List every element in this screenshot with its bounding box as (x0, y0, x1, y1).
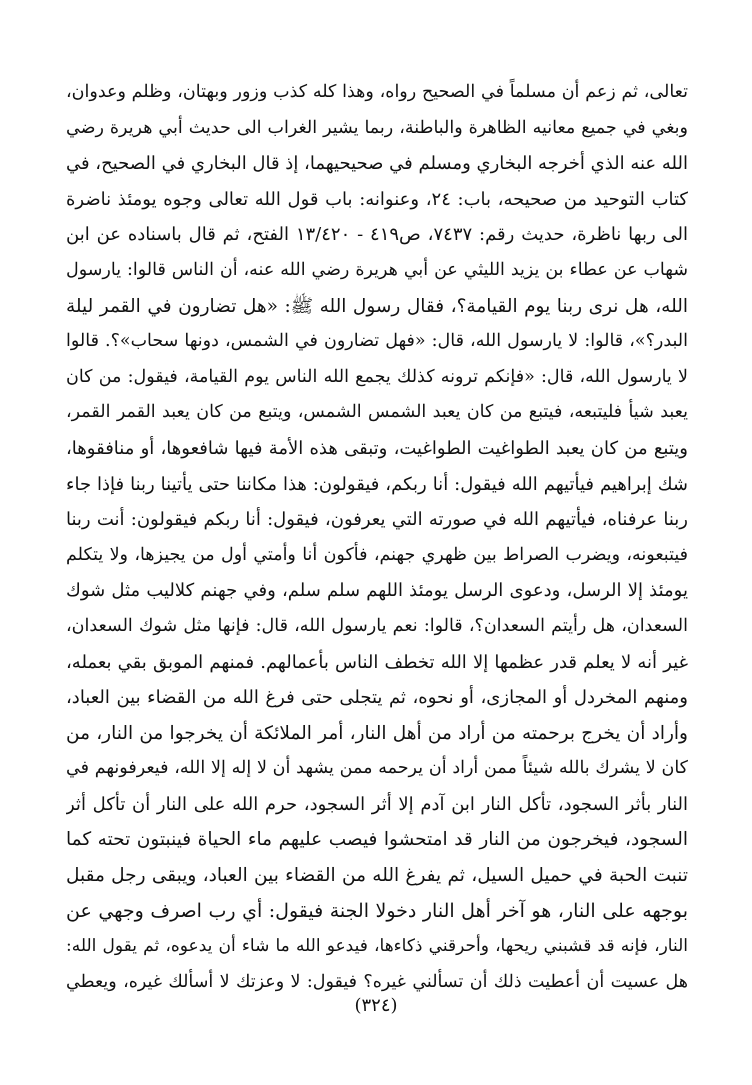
text-line: ومنهم المخردل أو المجازى، أو نحوه، ثم يتجلى حتى فرغ الله من القضاء بين العباد، (66, 687, 688, 709)
text-line: النار، فإنه قد قشبني ريحها، وأحرقني ذكاءها، فيدعو الله ما شاء أن يدعوه، ثم يقول الله: (66, 936, 688, 957)
text-line: السعدان، هل رأيتم السعدان؟، قالوا: نعم يارسول الله، قال: فإنها مثل شوك السعدان، (66, 615, 688, 636)
text-line: الله، هل نرى ربنا يوم القيامة؟، فقال رسول الله ﷺ: «هل تضارون في القمر ليلة (66, 295, 688, 317)
text-line: لا يارسول الله، قال: «فإنكم ترونه كذلك يجمع الله الناس يوم القيامة، فيقول: من كان (66, 366, 688, 387)
text-line: الى ربها ناظرة، حديث رقم: ٧٤٣٧، ص٤١٩ - ١٣/٤٢٠ الفتح، ثم قال باسناده عن ابن (66, 224, 688, 246)
text-line: ويتبع من كان يعبد الطواغيت الطواغيت، وتبقى هذه الأمة فيها شافعوها، أو منافقوها، (66, 437, 688, 459)
text-line: وأراد أن يخرج برحمته من أراد من أهل النار، أمر الملائكة أن يخرجوا من النار، من (66, 722, 688, 744)
text-line: شك إبراهيم فيأتيهم الله فيقول: أنا ربكم، فيقولون: هذا مكاننا حتى يأتينا ربنا فإذا جاء (66, 473, 688, 495)
page-number: (٣٢٤) (354, 995, 398, 1016)
text-line: تعالى، ثم زعم أن مسلماً في الصحيح رواه، وهذا كله كذب وزور وبهتان، وظلم وعدوان، (66, 82, 688, 102)
text-line: النار بأثر السجود، تأكل النار ابن آدم إلا أثر السجود، حرم الله على النار أن تأكل أثر (66, 793, 688, 815)
text-line: يومئذ إلا الرسل، ودعوى الرسل يومئذ اللهم سلم سلم، وفي جهنم كلاليب مثل شوك (66, 580, 688, 602)
text-line: بوجهه على النار، هو آخر أهل النار دخولا الجنة فيقول: أي رب اصرف وجهي عن (66, 899, 688, 922)
text-line: يعبد شيأ فليتبعه، فيتبع من كان يعبد الشمس الشمس، ويتبع من كان يعبد القمر القمر، (66, 402, 688, 423)
text-line: كان لا يشرك بالله شيئاً ممن أراد أن يرحمه ممن يشهد أن لا إله إلا الله، فيعرفونهم في (66, 758, 688, 779)
text-line: هل عسيت أن أعطيت ذلك أن تسألني غيره؟ فيقول: لا وعزتك لا أسألك غيره، ويعطي (66, 971, 688, 992)
text-line: كتاب التوحيد من صحيحه، باب: ٢٤، وعنوانه: باب قول الله تعالى وجوه يومئذ ناضرة (66, 188, 688, 210)
text-line: الله عنه الذي أخرجه البخاري ومسلم في صحيحيهما، إذ قال البخاري في الصحيح، في (66, 153, 688, 175)
text-line: غير أنه لا يعلم قدر عظمها إلا الله تخطف الناس بأعمالهم. فمنهم الموبق بقي بعمله، (66, 651, 688, 673)
text-line: وبغي في جميع معانيه الظاهرة والباطنة، ربما يشير الغراب الى حديث أبي هريرة رضي (66, 117, 688, 138)
body-text (66, 75, 688, 1000)
text-line: فيتبعونه، ويضرب الصراط بين ظهري جهنم، فأكون أنا وأمتي أول من يجيزها، ولا يتكلم (66, 544, 688, 565)
text-line: ربنا عرفناه، فيأتيهم الله في صورته التي يعرفون، فيقول: أنا ربكم فيقولون: أنت ربنا (66, 509, 688, 531)
text-line: شهاب عن عطاء بن يزيد الليثي عن أبي هريرة رضي الله عنه، أن الناس قالوا: يارسول (66, 259, 688, 280)
text-line: السجود، فيخرجون من النار قد امتحشوا فيصب عليهم ماء الحياة فينبتون تحته كما (66, 829, 688, 851)
text-line: تنبت الحبة في حميل السيل، ثم يفرغ الله من القضاء بين العباد، ويبقى رجل مقبل (66, 865, 688, 887)
text-line: البدر؟»، قالوا: لا يارسول الله، قال: «فهل تضارون في الشمس، دونها سحاب»؟. قالوا (66, 331, 688, 352)
